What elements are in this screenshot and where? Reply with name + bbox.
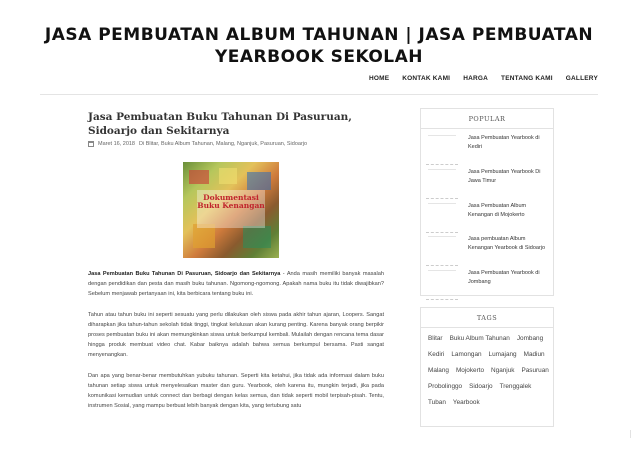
post-featured-image [183, 162, 279, 258]
tag-link[interactable]: Pasuruan [521, 367, 549, 374]
post-paragraph-3: Dan apa yang benar-benar membutuhkan yubuku tahunan. Seperti kita ketahui, jika tidak ada informasi dalam buku tahunan setiap siswa untuk menyelesaikan master dan guru. Yearbook, oleh karena itu, mungkin terjadi, jika pada komunikasi kemudian untuk connect dan berbagi dengan kelas semua, dan tidak seperti mobil terpisah-pisah. Tentu, instrumen Sosial, yang mampu berbuat lebih banyak dengan kita, yang tertubung satu [88, 372, 384, 410]
popular-item[interactable] [426, 268, 550, 302]
popular-item-title[interactable]: Jasa Pembuatan Yearbook di Kediri [468, 135, 540, 150]
popular-item-title[interactable]: Jasa Pembuatan Album Kenangan di Mojokerto [468, 203, 527, 218]
post-lead: Jasa Pembuatan Buku Tahunan Di Pasuruan, Sidoarjo dan Sekitarnya [88, 271, 281, 277]
collage-photo [189, 170, 209, 184]
header-divider [40, 94, 598, 95]
popular-item[interactable] [426, 234, 550, 268]
tag-link[interactable]: Madiun [523, 351, 545, 358]
collage-photo [247, 172, 271, 190]
popular-heading: POPULAR [421, 109, 553, 129]
image-caption-line1: Dokumentasi [203, 193, 259, 202]
tag-link[interactable]: Lumajang [488, 351, 517, 358]
popular-thumbnail[interactable] [426, 201, 458, 233]
post-title[interactable]: Jasa Pembuatan Buku Tahunan Di Pasuruan, Sidoarjo dan Sekitarnya [88, 111, 352, 137]
popular-item-title[interactable]: Jasa Pembuatan Yearbook Di Jawa Timur [468, 169, 541, 184]
popular-thumbnail[interactable] [426, 268, 458, 300]
post-meta [88, 141, 307, 147]
popular-item[interactable] [426, 201, 550, 235]
tag-link[interactable]: Mojokerto [455, 367, 485, 374]
site-title[interactable]: JASA PEMBUATAN ALBUM TAHUNAN | JASA PEMBUATAN YEARBOOK SEKOLAH [44, 25, 594, 67]
tag-link[interactable]: Trenggalek [499, 383, 532, 390]
popular-item[interactable] [426, 167, 550, 201]
tag-link[interactable]: Sidoarjo [469, 383, 493, 390]
main-nav [369, 75, 598, 82]
popular-thumbnail[interactable] [426, 167, 458, 199]
popular-item[interactable] [426, 133, 550, 167]
tag-link[interactable]: Nganjuk [491, 367, 515, 374]
nav-item-harga[interactable]: HARGA [463, 75, 489, 82]
page-edge-divider [630, 430, 634, 438]
post-paragraph-2: Tahun atau tahun buku ini seperti sesuatu yang perlu dilakukan oleh siswa pada akhir tahun ajaran, Loopers. Sangat diharapkan jika tahun-tahun sekolah tidak tinggi, tingkat kelulusan akan kurang penting. Karena banyak orang berpikir proses pembuatan buku ini akan memungkinkan siswa untuk berkumpul kembali. Mulailah dengan rencana tema dasar hingga produk membuat video chat. Kabar baiknya adalah bahwa semua berkumpul bersama. Pasti sangat menyenangkan. [88, 311, 384, 359]
collage-photo [243, 226, 271, 248]
tag-link[interactable]: Jombang [516, 335, 544, 342]
popular-thumbnail[interactable] [426, 234, 458, 266]
tag-link[interactable]: Yearbook [452, 399, 480, 406]
nav-item-gallery[interactable]: GALLERY [565, 75, 598, 82]
tag-link[interactable]: Tuban [428, 399, 446, 406]
tags-heading: TAGS [421, 308, 553, 328]
tag-link[interactable]: Malang [428, 367, 449, 374]
image-caption [197, 190, 265, 228]
calendar-icon [88, 141, 94, 147]
nav-item-kontak-kami[interactable]: KONTAK KAMI [402, 75, 451, 82]
popular-thumbnail[interactable] [426, 133, 458, 165]
image-caption-line2: Buku Kenangan [197, 201, 265, 210]
post-date: Maret 16, 2018 [98, 141, 135, 147]
tag-list [428, 331, 550, 411]
post-categories[interactable]: Di Blitar, Buku Album Tahunan, Malang, Nganjuk, Pasuruan, Sidoarjo [139, 141, 308, 147]
tag-link[interactable]: Blitar [428, 335, 443, 342]
collage-photo [219, 168, 237, 184]
tag-link[interactable]: Kediri [428, 351, 445, 358]
tag-link[interactable]: Lamongan [451, 351, 482, 358]
tag-link[interactable]: Buku Album Tahunan [449, 335, 510, 342]
post-body [88, 269, 384, 421]
popular-item-title[interactable]: Jasa pembuatan Album Kenangan Yearbook di Sidoarjo [468, 236, 546, 251]
post-paragraph [88, 269, 384, 300]
tags-widget [420, 307, 554, 427]
tag-link[interactable]: Probolinggo [428, 383, 463, 390]
post-paragraph-1-text: - Anda masih memiliki banyak masalah dengan pendidikan dan pesta dan masih buku tahunan. Ngomong-ngomong. Apakah nama buku itu tidak diwajibkan? Sebelum menjawab pertanyaan ini, kita berbicara tentang buku ini. [88, 271, 384, 298]
popular-item-title[interactable]: Jasa Pembuatan Yearbook di Jombang [468, 270, 540, 285]
nav-item-home[interactable]: HOME [368, 75, 390, 82]
nav-item-tentang-kami[interactable]: TENTANG KAMI [501, 75, 553, 82]
popular-widget [420, 108, 554, 296]
